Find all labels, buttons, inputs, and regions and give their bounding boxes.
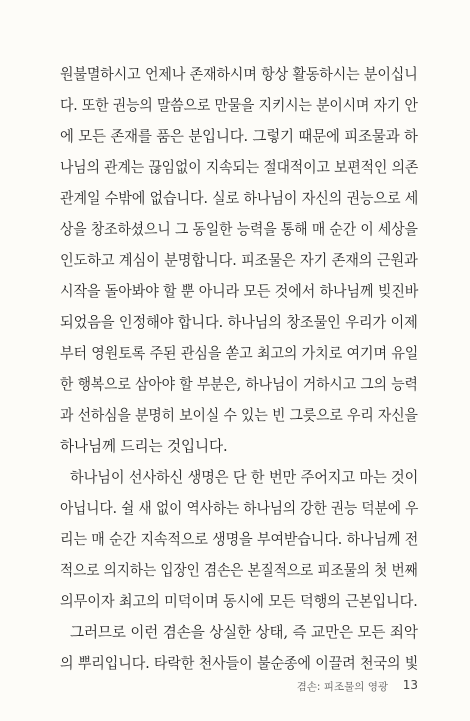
text-line: 인도하고 계심이 분명합니다. 피조물은 자기 존재의 근원과 xyxy=(60,252,418,269)
text-line: 의 뿌리입니다. 타락한 천사들이 불순종에 이끌려 천국의 빛 xyxy=(60,655,419,672)
running-head: 겸손: 피조물의 영광 xyxy=(296,681,388,693)
text-line: 상을 창조하셨으니 그 동일한 능력을 통해 매 순간 이 세상을 xyxy=(60,221,418,238)
text-line: 과 선하심을 분명히 보이실 수 있는 빈 그릇으로 우리 자신을 xyxy=(60,407,418,424)
text-line: 의무이자 최고의 미덕이며 동시에 모든 덕행의 근본입니다. xyxy=(60,593,418,610)
text-line: 적으로 의지하는 입장인 겸손은 본질적으로 피조물의 첫 번째 xyxy=(60,562,418,579)
text-line: 다. 또한 권능의 말씀으로 만물을 지키시는 분이시며 자기 안 xyxy=(60,97,418,114)
page-number: 13 xyxy=(402,678,418,692)
text-line: 시작을 돌아봐야 할 뿐 아니라 모든 것에서 하나님께 빚진바 xyxy=(60,283,419,300)
paragraph-first-line: 하나님이 선사하신 생명은 단 한 번만 주어지고 마는 것이 xyxy=(70,469,419,486)
text-line: 원불멸하시고 언제나 존재하시며 항상 활동하시는 분이십니 xyxy=(60,66,418,83)
text-line: 되었음을 인정해야 합니다. 하나님의 창조물인 우리가 이제 xyxy=(60,314,418,331)
text-line: 리는 매 순간 지속적으로 생명을 부여받습니다. 하나님께 전 xyxy=(60,531,419,548)
text-line: 나님의 관계는 끊임없이 지속되는 절대적이고 보편적인 의존 xyxy=(60,159,419,176)
text-line: 에 모든 존재를 품은 분입니다. 그렇기 때문에 피조물과 하 xyxy=(60,128,418,145)
page-footer xyxy=(0,676,418,696)
text-line: 한 행복으로 삼아야 할 부분은, 하나님이 거하시고 그의 능력 xyxy=(60,376,418,393)
text-line: 관계일 수밖에 없습니다. 실로 하나님이 자신의 권능으로 세 xyxy=(60,190,419,207)
paragraph-first-line: 그러므로 이런 겸손을 상실한 상태, 즉 교만은 모든 죄악 xyxy=(70,624,418,641)
text-line: 아닙니다. 쉴 새 없이 역사하는 하나님의 강한 권능 덕분에 우 xyxy=(60,500,419,517)
text-line: 하나님께 드리는 것입니다. xyxy=(60,438,228,455)
text-line: 부터 영원토록 주된 관심을 쏟고 최고의 가치로 여기며 유일 xyxy=(60,345,419,362)
